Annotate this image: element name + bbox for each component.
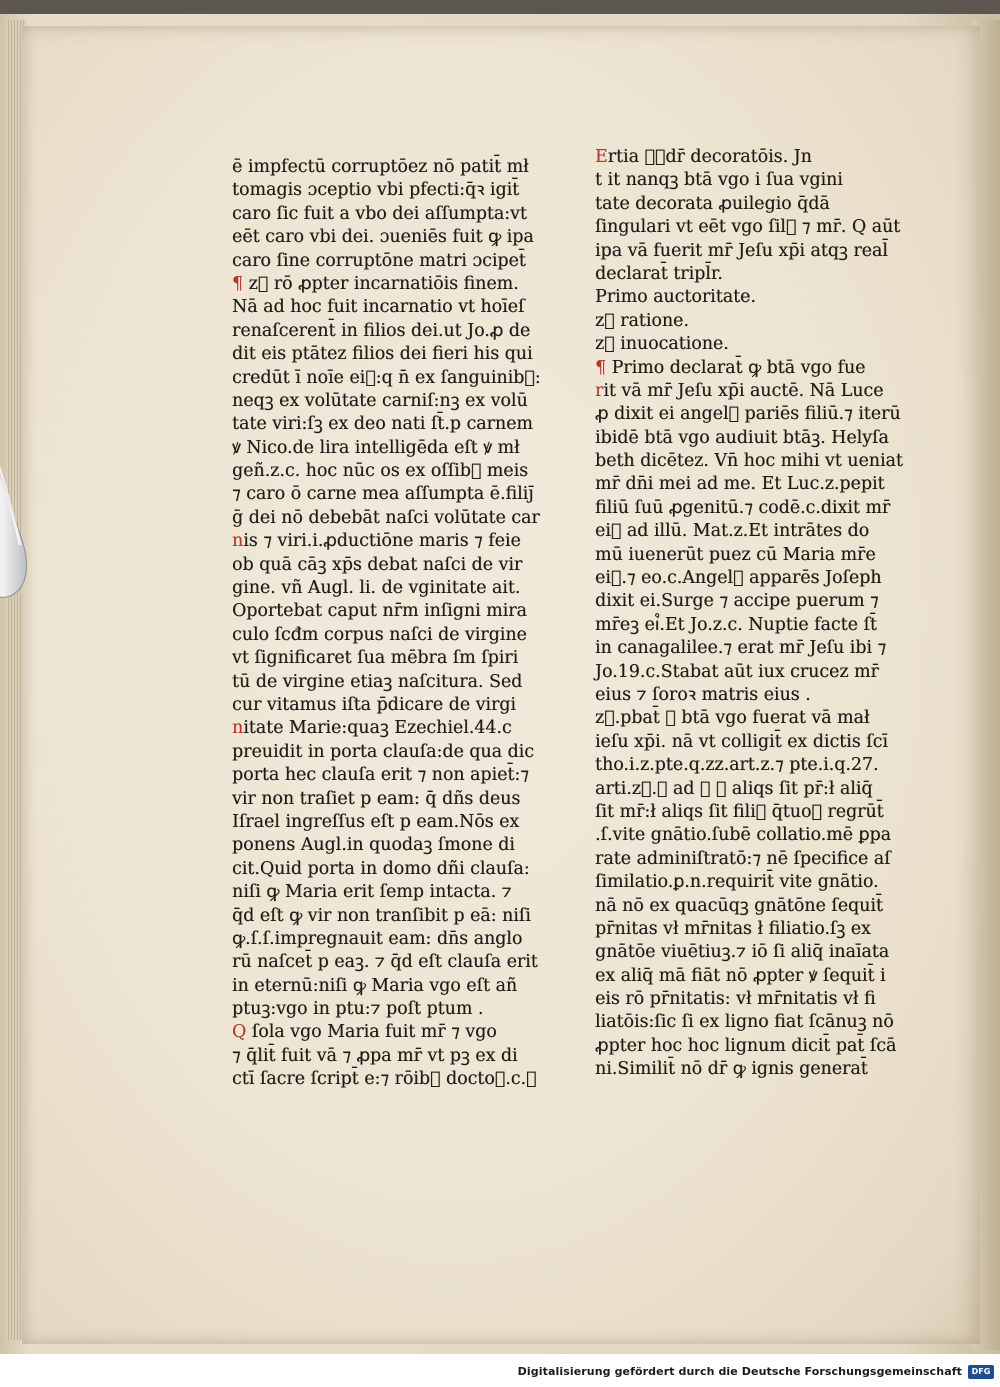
rubric-initial: r: [595, 380, 604, 401]
text-line: rit vā mr̄ Jeſu xp̄i auctē. Nā Luce: [595, 380, 884, 401]
text-line: dit eis ptātez filios dei fieri his qui: [232, 344, 533, 365]
text-line: eis rō pr̄nitatis: vł mr̄nitatis vł fi: [595, 989, 876, 1010]
text-line: t it nanqꝫ btā vgo i ſua vgini: [595, 170, 843, 191]
text-line: ex aliq̄ mā fiāt nō ꝓpter ꝟ ſequit̄ i: [595, 965, 886, 986]
text-line: Ertia ꝓ᷒dr̄ decoratōis. Jn: [595, 147, 812, 167]
text-line: tate decorata ꝓuilegio q̄dā: [595, 193, 830, 214]
text-line: ibidē btā vgo audiuit btāꝫ. Helyſa: [595, 427, 889, 448]
rubric-initial: ¶: [595, 357, 607, 378]
text-line: nitate Marie:quaꝫ Ezechiel.44.c: [232, 718, 512, 739]
text-line: ei᷒ ad illū. Mat.z.Et intrātes do: [595, 521, 870, 542]
text-line: caro ſic fuit a vbo dei aſſumpta:vt: [232, 203, 527, 224]
text-line: nā nō ex quacūqꝫ gnātōne ſequit̄: [595, 895, 883, 916]
text-line: dixit ei.Surge ⁊ accipe puerum ⁊: [595, 591, 879, 612]
text-line: ſimilatio.ꝑ.n.requirit̄ vite gnātio.: [595, 872, 879, 893]
text-line: Oportebat caput nr̄m inſigni mira: [232, 601, 527, 622]
text-line: ē impfectū corruptōez nō patit̄ mł: [232, 157, 529, 177]
text-line: ipa vā fuerit mr̄ Jeſu xp̄i atqꝫ real̄: [595, 240, 888, 261]
text-line: declarat̄ tripl̄r.: [595, 263, 723, 284]
text-line: z᷒ inuocatione.: [595, 334, 729, 355]
text-line: eius ⁊ ſoroꝛ matris eius .: [595, 684, 811, 705]
text-line: z᷒.pbat̄ ꝙ btā vgo fuerat vā mał: [595, 708, 870, 729]
text-line: preuidit in porta clauſa:de qua dic: [232, 741, 534, 762]
text-line: filiū ſuū ꝓgenitū.⁊ codē.c.dixit mr̄: [595, 497, 891, 518]
text-line: tho.i.z.pte.q.zz.art.z.⁊ pte.i.q.27.: [595, 755, 879, 776]
text-line: Q ſola vgo Maria fuit mr̄ ⁊ vgo: [232, 1022, 497, 1043]
text-line: ⁊ q̄lit̄ fuit vā ⁊ ꝓpa mr̄ vt pꝫ ex di: [232, 1045, 518, 1066]
text-line: ponens Augl.in quodaꝫ ſmone di: [232, 835, 515, 856]
text-line: cit.Quid porta in domo dñi clauſa:: [232, 858, 530, 879]
text-line: tomagis ɔceptio vbi pfecti:q̄ꝛ igit̄: [232, 180, 520, 201]
text-line: culo ſcđm corpus naſci de virgine: [232, 624, 527, 645]
text-line: renaſcerent̄ in filios dei.ut Jo.ꝓ de: [232, 320, 531, 341]
text-line: caro ſine corruptōne matri ɔcipet̄: [232, 250, 526, 271]
text-line: rate adminiſtratō:⁊ nē ſpecifice aſ: [595, 848, 891, 869]
rubric-initial: ¶: [232, 273, 244, 294]
text-line: ptuꝫ:vgo in ptu:⁊ poſt ptum .: [232, 999, 484, 1020]
text-line: ¶ z᷑ rō ꝓpter incarnatiōis finem.: [232, 273, 519, 294]
text-line: z᷒ ratione.: [595, 310, 689, 331]
rubric-initial: Q: [232, 1022, 247, 1043]
footer-credit: Digitalisierung gefördert durch die Deutsche Forschungsgemeinschaft: [517, 1365, 962, 1378]
text-line: Jo.19.c.Stabat aūt iux crucez mr̄: [595, 661, 879, 682]
text-line: nis ⁊ viri.i.ꝓductiōne maris ⁊ feie: [232, 531, 521, 552]
footer-bar: [0, 1354, 1000, 1387]
text-line: Primo auctoritate.: [595, 287, 756, 308]
text-line: q̄d eſt ꝙ vir non tranſibit p eā: niſi: [232, 905, 531, 926]
text-line: eēt caro vbi dei. ɔueniēs fuit ꝙ ipa: [232, 227, 534, 248]
text-line: ni.Similit̄ nō dr̄ ꝙ ignis generat̄: [595, 1059, 868, 1080]
page-clip-icon: [0, 410, 50, 600]
text-column-right: [595, 146, 925, 1082]
text-line: vir non traſiet p eam: q̄ dñs deus: [232, 788, 521, 809]
rubric-initial: E: [595, 147, 608, 167]
text-line: ⁊ caro ō carne mea aſſumpta ē.filij̄: [232, 484, 534, 505]
text-line: ꝙ.ſ.ſ.impregnauit eam: dn̄s anglo: [232, 928, 523, 949]
text-line: beth dicētez. Vn̄ hoc mihi vt ueniat: [595, 451, 903, 472]
text-line: ꝓ dixit ei angel᷒ pariēs filiū.⁊ iterū: [595, 404, 901, 425]
text-line: mr̄ dn̄i mei ad me. Et Luc.z.pepit: [595, 474, 885, 495]
text-line: pr̄nitas vł mr̄nitas ł filiatio.ſꝫ ex: [595, 918, 871, 939]
text-line: liatōis:ſic ſi ex ligno fiat ſcānuꝫ nō: [595, 1012, 894, 1033]
text-line: Iſrael ingreſſus eſt p eam.Nōs ex: [232, 811, 520, 832]
text-line: ḡ dei nō debebāt naſci volūtate car: [232, 507, 540, 528]
text-line: arti.z᷒.ꝙ ad ꝟ ꝙ aliqs ſit pr̄:ł aliq̄: [595, 778, 873, 799]
text-line: mr̄eꝫ ei᷒.Et Jo.z.c. Nuptie facte ſt̄: [595, 614, 877, 635]
text-line: cur vitamus iſta p̄dicare de virgi: [232, 694, 516, 715]
text-line: gnātōe viuētiuꝫ.⁊ iō ſi aliq̄ inaīata: [595, 942, 890, 963]
text-line: ctī ſacre ſcript̄ e:⁊ rōib᷒ doctoꝝ.c.ꝫ: [232, 1069, 537, 1090]
text-line: .ſ.vite gnātio.ſubē collatio.mē ꝑpa: [595, 825, 892, 846]
rubric-initial: n: [232, 718, 244, 739]
text-line: rū naſcet̄ p eaꝫ. ⁊ q̄d eſt clauſa erit: [232, 952, 538, 973]
text-line: ¶ Primo declarat̄ ꝙ btā vgo fue: [595, 357, 866, 378]
text-line: ob quā cāꝫ xp̄s debat naſci de vir: [232, 554, 523, 575]
rubric-initial: n: [232, 531, 244, 552]
text-line: vt ſignificaret ſua mēbra ſm ſpiri: [232, 648, 519, 669]
text-line: in eternū:niſi ꝙ Maria vgo eſt añ: [232, 975, 518, 996]
text-line: ei᷒.⁊ eo.c.Angel᷒ apparēs Joſeph: [595, 568, 882, 589]
text-line: niſi ꝙ Maria erit ſemp intacta. ⁊: [232, 882, 512, 903]
text-line: ieſu xp̄i. nā vt colligit̄ ex dictis ſcī: [595, 731, 888, 752]
text-line: gine. vñ Augl. li. de vginitate ait.: [232, 578, 521, 599]
text-line: ſingulari vt eēt vgo ſil᷒ ⁊ mr̄. Q aūt: [595, 217, 901, 238]
text-line: in canagalilee.⁊ erat mr̄ Jeſu ibi ⁊: [595, 638, 887, 659]
text-line: credūt ī noīe ei᷒:q n̄ ex ſanguinib᷒:: [232, 367, 541, 388]
text-line: neqꝫ ex volūtate carniſ:nꝫ ex volū: [232, 390, 528, 411]
text-line: Nā ad hoc fuit incarnatio vt hoīeſ: [232, 297, 525, 318]
text-line: ꝓpter hoc hoc lignum dicit̄ pat̄ ſcā: [595, 1035, 897, 1056]
text-column-left: [232, 156, 550, 1092]
text-line: mū iuenerūt puez cū Maria mr̄e: [595, 544, 876, 565]
dfg-logo-icon: DFG: [968, 1365, 994, 1379]
text-line: porta hec clauſa erit ⁊ non apiet̄:⁊: [232, 765, 529, 786]
text-line: geñ.z.c. hoc nūc os ex oſſib᷒ meis: [232, 461, 529, 482]
text-line: tū de virgine etiaꝫ naſcitura. Sed: [232, 671, 523, 692]
text-line: ſit mr̄:ł aliqs ſit fili᷒ q̄tuoꝛ regrūt̄: [595, 801, 884, 822]
text-line: ꝟ Nico.de lira intelligēda eſt ꝟ mł: [232, 437, 520, 458]
text-line: tate viri:ſꝫ ex deo nati ſt̄.p carnem: [232, 414, 533, 435]
